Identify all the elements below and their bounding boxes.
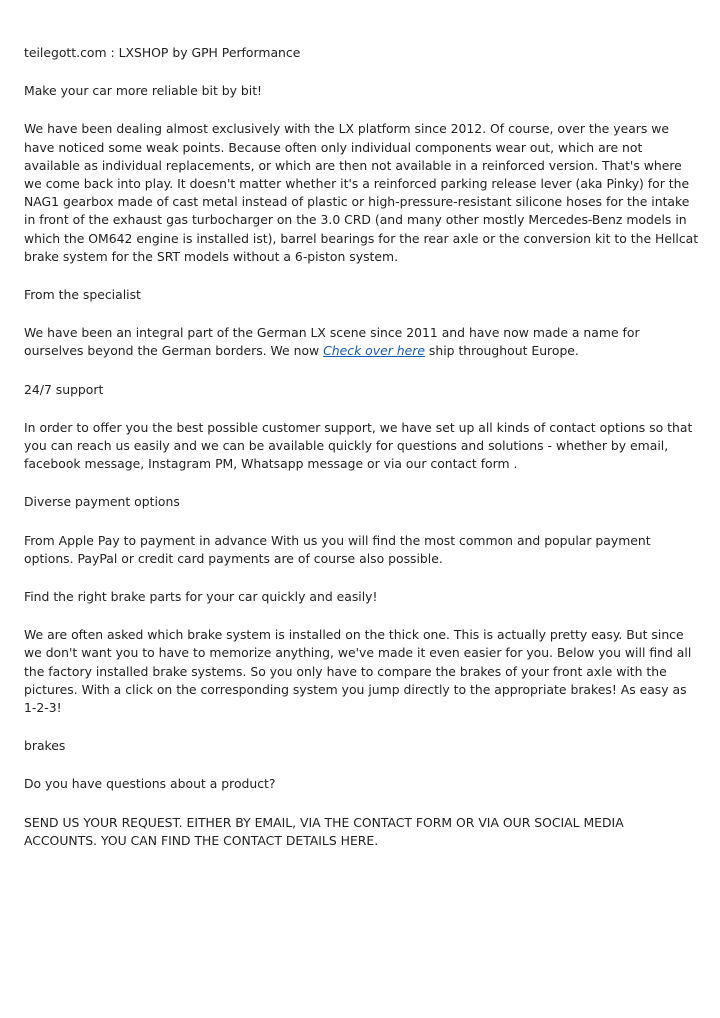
tagline: Make your car more reliable bit by bit! — [24, 83, 263, 99]
payment-paragraph: From Apple Pay to payment in advance With us you will find the most common and popular payment options. PayPal or credit card payments are of course also possible. — [24, 532, 651, 566]
specialist-text-before: We have been an integral part of the German LX scene since 2011 and have now made a name for ourselves beyond the German borders. We now — [24, 325, 640, 359]
questions-heading: Do you have questions about a product? — [24, 776, 276, 792]
brakes-paragraph: We are often asked which brake system is installed on the thick one. This is actually pretty easy. But since we don't want you to have to memorize anything, we've made it even easier for you. Below you will find all the factory installed brake systems. So you only have to compare the brakes of your front axle with the pictures. With a click on the corresponding system you jump directly to the appropriate brakes! As easy as 1-2-3! — [24, 627, 692, 716]
brakes-heading: Find the right brake parts for your car quickly and easily! — [24, 589, 378, 605]
site-title: teilegott.com : LXSHOP by GPH Performance — [24, 45, 301, 60]
specialist-heading: From the specialist — [24, 287, 141, 303]
support-paragraph: In order to offer you the best possible customer support, we have set up all kinds of contact options so that you can reach us easily and we can be available quickly for questions and solutions - whether by email, facebook message, Instagram PM, Whatsapp message or via our contact form . — [24, 419, 693, 472]
payment-heading: Diverse payment options — [24, 494, 180, 510]
check-over-here-link[interactable]: Check over here — [323, 343, 425, 359]
specialist-paragraph — [24, 324, 699, 360]
support-heading: 24/7 support — [24, 381, 104, 397]
document-body — [24, 44, 699, 870]
brakes-label: brakes — [24, 738, 66, 754]
specialist-text-after: ship throughout Europe. — [424, 343, 579, 359]
intro-paragraph: We have been dealing almost exclusively with the LX platform since 2012. Of course, over the years we have noticed some weak points. Because often only individual components wear out, which are not available as individual replacements, or which are then not available in a reinforced version. That's where we come back into play. It doesn't matter whether it's a reinforced parking release lever (aka Pinky) for the NAG1 gearbox made of cast metal instead of plastic or high-pressure-resistant silicone hoses for the intake in front of the exhaust gas turbocharger on the 3.0 CRD (and many other mostly Mercedes-Benz models in which the OM642 engine is installed ist), barrel bearings for the rear axle or the conversion kit to the Hellcat brake system for the SRT models without a 6-piston system. — [24, 121, 699, 264]
request-paragraph: SEND US YOUR REQUEST. EITHER BY EMAIL, VIA THE CONTACT FORM OR VIA OUR SOCIAL MEDIA ACCOUNTS. YOU CAN FIND THE CONTACT DETAILS HERE. — [24, 814, 624, 848]
